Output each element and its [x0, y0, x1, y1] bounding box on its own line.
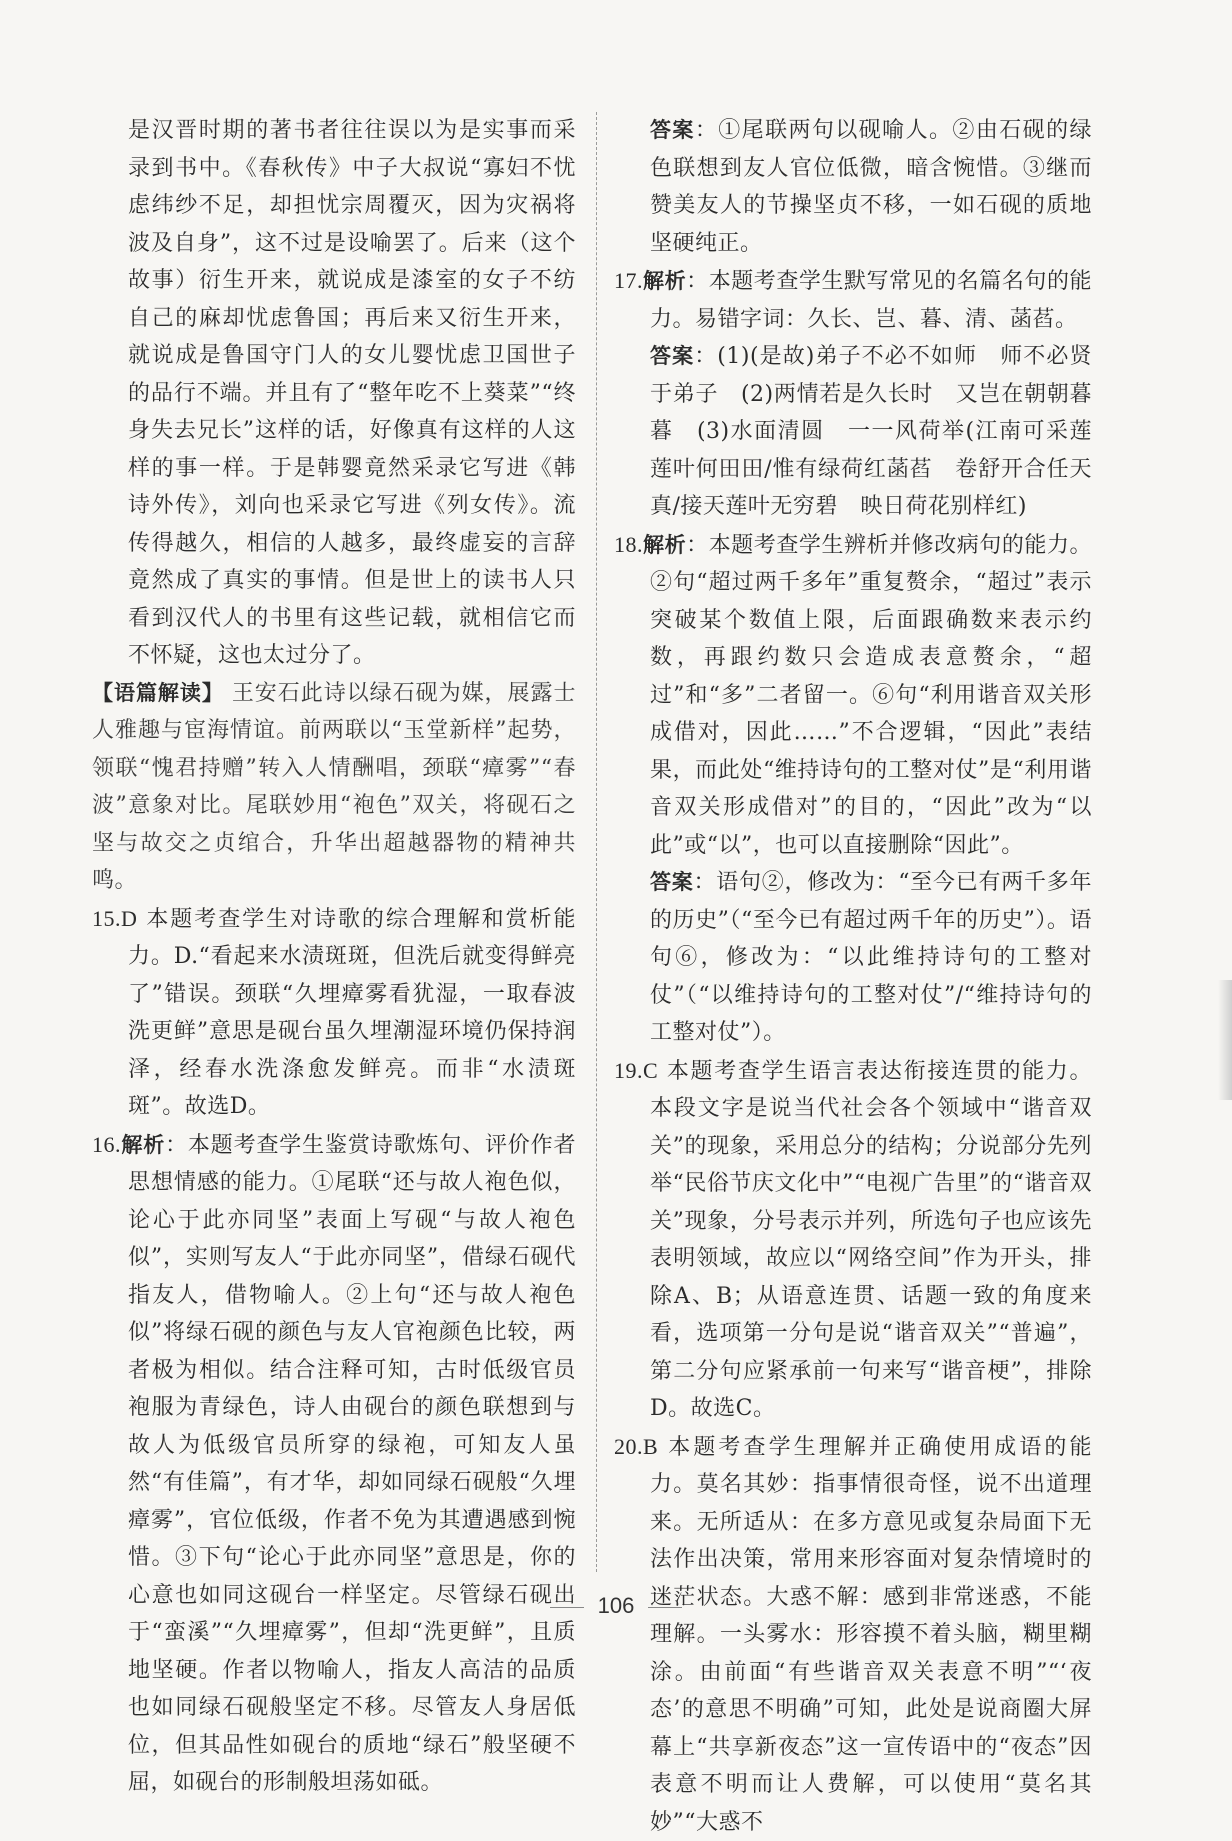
answer-label: 答案 — [650, 118, 695, 142]
page-number-dash-right — [648, 1607, 682, 1608]
analysis-label: 解析 — [643, 269, 686, 293]
column-divider — [596, 112, 597, 1572]
answer-label: 答案 — [650, 870, 694, 894]
answer-text: ：语句②，修改为：“至今已有两千多年的历史”（“至今已有超过两千年的历史”）。语句⑥，修改为：“以此维持诗句的工整对仗”（“以维持诗句的工整对仗”/“维持诗句的工整对仗”）。 — [650, 870, 1092, 1045]
answer-text: ：①尾联两句以砚喻人。②由石砚的绿色联想到友人官位低微，暗含惋惜。③继而赞美友人的节操坚贞不移，一如石砚的质地坚硬纯正。 — [650, 118, 1092, 256]
answer-16-key — [614, 112, 1092, 262]
item-number: 17. — [614, 268, 643, 293]
analysis-label: 解析 — [643, 533, 686, 557]
item-number: 16. — [92, 1132, 121, 1157]
reading-text: 王安石此诗以绿石砚为媒，展露士人雅趣与宦海情谊。前两联以“玉堂新样”起势，领联“愧君持赠”转入人情酬唱，颈联“瘴雾”“春波”意象对比。尾联妙用“袍色”双关，将砚石之坚与故交之贞绾合，升华出超越器物的精神共鸣。 — [92, 681, 576, 894]
reading-tag: 【语篇解读】 — [92, 681, 224, 705]
answer-item-16 — [92, 1126, 576, 1802]
item-number: 19.C — [614, 1058, 658, 1083]
page-number-dash-left — [550, 1607, 584, 1608]
page-edge-shadow — [1218, 980, 1232, 1100]
analysis-label: 解析 — [121, 1133, 165, 1157]
item-text: 本题考查学生理解并正确使用成语的能力。莫名其妙：指事情很奇怪，说不出道理来。无所适从：在多方意见或复杂局面下无法作出决策，常用来形容面对复杂情境时的迷茫状态。大惑不解：感到非常迷惑，不能理解。一头雾水：形容摸不着头脑，糊里糊涂。由前面“有些谐音双关表意不明”“‘夜态’的意思不明确”可知，此处是说商圈大屏幕上“共享新夜态”这一宣传语中的“夜态”因表意不明而让人费解，可以使用“莫名其妙”“大惑不 — [650, 1435, 1092, 1835]
answer-item-15 — [92, 900, 576, 1126]
item-text: ：本题考查学生鉴赏诗歌炼句、评价作者思想情感的能力。①尾联“还与故人袍色似，论心于此亦同坚”表面上写砚“与故人袍色似”，实则写友人“于此亦同坚”，借绿石砚代指友人，借物喻人。②上句“还与故人袍色似”将绿石砚的颜色与友人官袍颜色比较，两者极为相似。结合注释可知，古时低级官员袍服为青绿色，诗人由砚台的颜色联想到与故人为低级官员所穿的绿袍，可知友人虽然“有佳篇”，有才华，却如同绿石砚般“久埋瘴雾”，官位低级，作者不免为其遭遇感到惋惜。③下句“论心于此亦同坚”意思是，你的心意也如同这砚台一样坚定。尽管绿石砚出于“蛮溪”“久埋瘴雾”，但却“洗更鲜”，且质地坚硬。作者以物喻人，指友人高洁的品质也如同绿石砚般坚定不移。尽管友人身居低位，但其品性如砚台的质地“绿石”般坚硬不屈，如砚台的形制般坦荡如砥。 — [128, 1133, 576, 1796]
answer-18-key — [614, 864, 1092, 1052]
page-number-text: 106 — [598, 1593, 635, 1618]
answer-text: ：(1)(是故)弟子不必不如师 师不必贤于弟子 (2)两情若是久长时 又岂在朝朝暮暮 (3)水面清圆 一一风荷举(江南可采莲 莲叶何田田/惟有绿荷红菡萏 卷舒开合任天真/接天莲叶无穷碧 映日荷花别样红) — [650, 344, 1115, 519]
item-number: 15.D — [92, 906, 137, 931]
left-column — [92, 112, 576, 1802]
item-text: 本题考查学生对诗歌的综合理解和赏析能力。D.“看起来水渍斑斑，但洗后就变得鲜亮了”错误。颈联“久埋瘴雾看犹湿，一取春波洗更鲜”意思是砚台虽久埋潮湿环境仍保持润泽，经春水洗涤愈发鲜亮。而非“水渍斑斑”。故选D。 — [128, 907, 576, 1120]
item-number: 20.B — [614, 1434, 658, 1459]
page-number — [0, 1593, 1232, 1619]
right-column — [614, 112, 1092, 1841]
answer-item-17 — [614, 262, 1092, 338]
answer-label: 答案 — [650, 344, 694, 368]
item-text: 本题考查学生语言表达衔接连贯的能力。本段文字是说当代社会各个领域中“谐音双关”的现象，采用总分的结构；分说部分先列举“民俗节庆文化中”“电视广告里”的“谐音双关”现象，分号表示并列，所选句子也应该先表明领域，故应以“网络空间”作为开头，排除A、B；从语意连贯、话题一致的角度来看，选项第一分句是说“谐音双关”“普遍”，第二分句应紧承前一句来写“谐音梗”，排除D。故选C。 — [650, 1059, 1092, 1422]
translation-paragraph: 是汉晋时期的著书者往往误以为是实事而采录到书中。《春秋传》中子大叔说“寡妇不忧虑纬纱不足，却担忧宗周覆灭，因为灾祸将波及自身”，这不过是设喻罢了。后来（这个故事）衍生开来，就说成是漆室的女子不纺自己的麻却忧虑鲁国；再后来又衍生开来，就说成是鲁国守门人的女儿婴忧虑卫国世子的品行不端。并且有了“整年吃不上葵菜”“终身失去兄长”这样的话，好像真有这样的人这样的事一样。于是韩婴竟然采录它写进《韩诗外传》，刘向也采录它写进《列女传》。流传得越久，相信的人越多，最终虚妄的言辞竟然成了真实的事情。但是世上的读书人只看到汉代人的书里有这些记载，就相信它而不怀疑，这也太过分了。 — [92, 112, 576, 675]
answer-item-20 — [614, 1428, 1092, 1841]
answer-item-19 — [614, 1052, 1092, 1428]
answer-item-18 — [614, 526, 1092, 865]
item-text: ：本题考查学生默写常见的名篇名句的能力。易错字词：久长、岂、暮、清、菡萏。 — [650, 269, 1092, 332]
reading-analysis — [92, 675, 576, 900]
item-text: ：本题考查学生辨析并修改病句的能力。②句“超过两千多年”重复赘余，“超过”表示突破某个数值上限，后面跟确数来表示约数，再跟约数只会造成表意赘余，“超过”和“多”二者留一。⑥句“利用谐音双关形成借对，因此……”不合逻辑，“因此”表结果，而此处“维持诗句的工整对仗”是“利用谐音双关形成借对”的目的，“因此”改为“以此”或“以”，也可以直接删除“因此”。 — [650, 533, 1092, 858]
answer-17-key — [614, 338, 1092, 526]
item-number: 18. — [614, 532, 643, 557]
